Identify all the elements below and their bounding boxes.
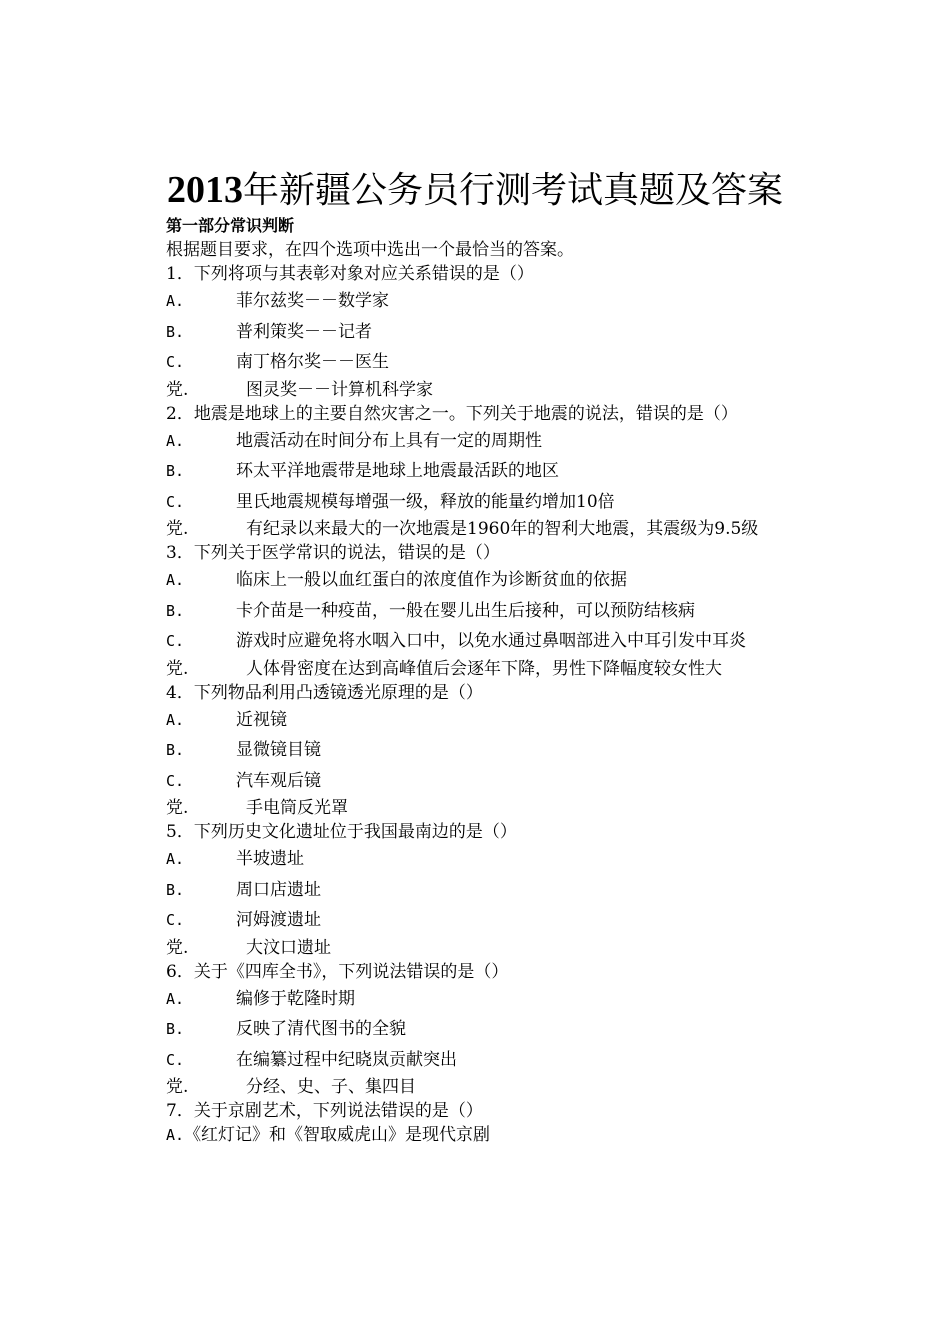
question-stem: 3．下列关于医学常识的说法，错误的是（）	[166, 543, 500, 563]
option-text: 游戏时应避免将水咽入口中，以免水通过鼻咽部进入中耳引发中耳炎	[236, 631, 746, 651]
option-text: 周口店遗址	[236, 879, 321, 900]
option-letter: B.	[166, 322, 185, 341]
option-text: 汽车观后镜	[236, 770, 321, 791]
option-text: 里氏地震规模每增强一级，释放的能量约增加10倍	[236, 491, 615, 512]
option-letter: B.	[166, 1020, 185, 1038]
option-b	[166, 1014, 856, 1045]
option-d	[166, 378, 856, 402]
option-text: 手电筒反光罩	[246, 798, 348, 818]
section-heading: 第一部分常识判断	[166, 216, 295, 235]
option-d	[166, 796, 856, 820]
option-d	[166, 517, 856, 541]
option-c	[166, 1045, 856, 1076]
question-stem: 2．地震是地球上的主要自然灾害之一。下列关于地震的说法，错误的是（）	[166, 403, 738, 424]
option-letter: C.	[166, 632, 185, 650]
document-title	[0, 168, 950, 212]
option-text: 分经、史、子、集四目	[246, 1077, 416, 1097]
question-stem: 4．下列物品利用凸透镜透光原理的是（）	[166, 682, 483, 703]
option-c	[166, 487, 856, 518]
instructions: 根据题目要求，在四个选项中选出一个最恰当的答案。	[166, 240, 574, 260]
question-stem: 1．下列将项与其表彰对象对应关系错误的是（）	[166, 264, 534, 284]
option-text: 在编纂过程中纪晓岚贡献突出	[236, 1049, 457, 1070]
option-b	[166, 456, 856, 487]
option-text: 临床上一般以血红蛋白的浓度值作为诊断贫血的依据	[236, 570, 627, 590]
option-b	[166, 317, 856, 348]
option-c	[166, 905, 856, 936]
option-letter: C.	[166, 492, 185, 511]
option-letter: A.	[166, 571, 185, 589]
option-text: 河姆渡遗址	[236, 910, 321, 930]
option-b	[166, 596, 856, 627]
option-text: 人体骨密度在达到高峰值后会逐年下降，男性下降幅度较女性大	[246, 658, 722, 679]
option-d	[166, 936, 856, 960]
option-text: 环太平洋地震带是地球上地震最活跃的地区	[236, 461, 559, 481]
option-text: 图灵奖－－计算机科学家	[246, 379, 433, 400]
option-text: 《红灯记》和《智取威虎山》是现代京剧	[184, 1125, 491, 1145]
option-b	[166, 875, 856, 906]
title-year: 2013	[166, 169, 243, 211]
option-letter: 党.	[166, 379, 189, 400]
option-text: 卡介苗是一种疫苗，一般在婴儿出生后接种，可以预防结核病	[236, 600, 695, 621]
option-letter: 党.	[166, 798, 189, 818]
option-text: 半坡遗址	[236, 849, 304, 869]
option-text: 菲尔兹奖－－数学家	[236, 291, 389, 311]
option-letter: B.	[166, 462, 185, 480]
option-letter: C.	[166, 771, 185, 790]
option-a	[166, 844, 856, 875]
option-a	[166, 984, 856, 1015]
option-text: 编修于乾隆时期	[236, 988, 355, 1009]
option-letter: B.	[166, 601, 185, 620]
option-c	[166, 347, 856, 378]
option-text: 地震活动在时间分布上具有一定的周期性	[236, 430, 542, 451]
option-letter: A.	[166, 989, 185, 1008]
option-a	[166, 1123, 856, 1147]
option-letter: A.	[166, 850, 185, 868]
option-letter: 党.	[166, 1077, 189, 1097]
option-a	[166, 705, 856, 736]
option-d	[166, 657, 856, 681]
question-stem: 5．下列历史文化遗址位于我国最南边的是（）	[166, 822, 517, 842]
option-text: 近视镜	[236, 709, 287, 730]
question-stem: 6．关于《四库全书》，下列说法错误的是（）	[166, 961, 509, 982]
option-d	[166, 1075, 856, 1099]
option-letter: B.	[166, 741, 185, 759]
option-text: 有纪录以来最大的一次地震是1960年的智利大地震，其震级为9.5级	[246, 519, 759, 539]
option-c	[166, 626, 856, 657]
option-letter: A.	[166, 710, 185, 729]
option-text: 显微镜目镜	[236, 740, 321, 760]
option-text: 普利策奖－－记者	[236, 321, 372, 342]
option-letter: A.	[166, 292, 185, 310]
option-c	[166, 766, 856, 797]
option-b	[166, 735, 856, 766]
option-a	[166, 286, 856, 317]
document-body	[166, 214, 856, 1147]
option-letter: 党.	[166, 519, 189, 539]
option-letter: C.	[166, 1050, 185, 1069]
option-letter: 党.	[166, 658, 189, 679]
option-text: 反映了清代图书的全貌	[236, 1019, 406, 1039]
option-a	[166, 565, 856, 596]
option-a	[166, 426, 856, 457]
option-letter: C.	[166, 353, 185, 371]
option-letter: C.	[166, 911, 185, 929]
option-text: 南丁格尔奖－－医生	[236, 352, 389, 372]
option-letter: A.	[166, 1126, 185, 1144]
question-stem: 7．关于京剧艺术，下列说法错误的是（）	[166, 1101, 483, 1121]
option-letter: B.	[166, 880, 185, 899]
option-letter: 党.	[166, 937, 189, 958]
option-letter: A.	[166, 431, 185, 450]
title-text: 年新疆公务员行测考试真题及答案	[242, 170, 783, 210]
option-text: 大汶口遗址	[246, 937, 331, 958]
